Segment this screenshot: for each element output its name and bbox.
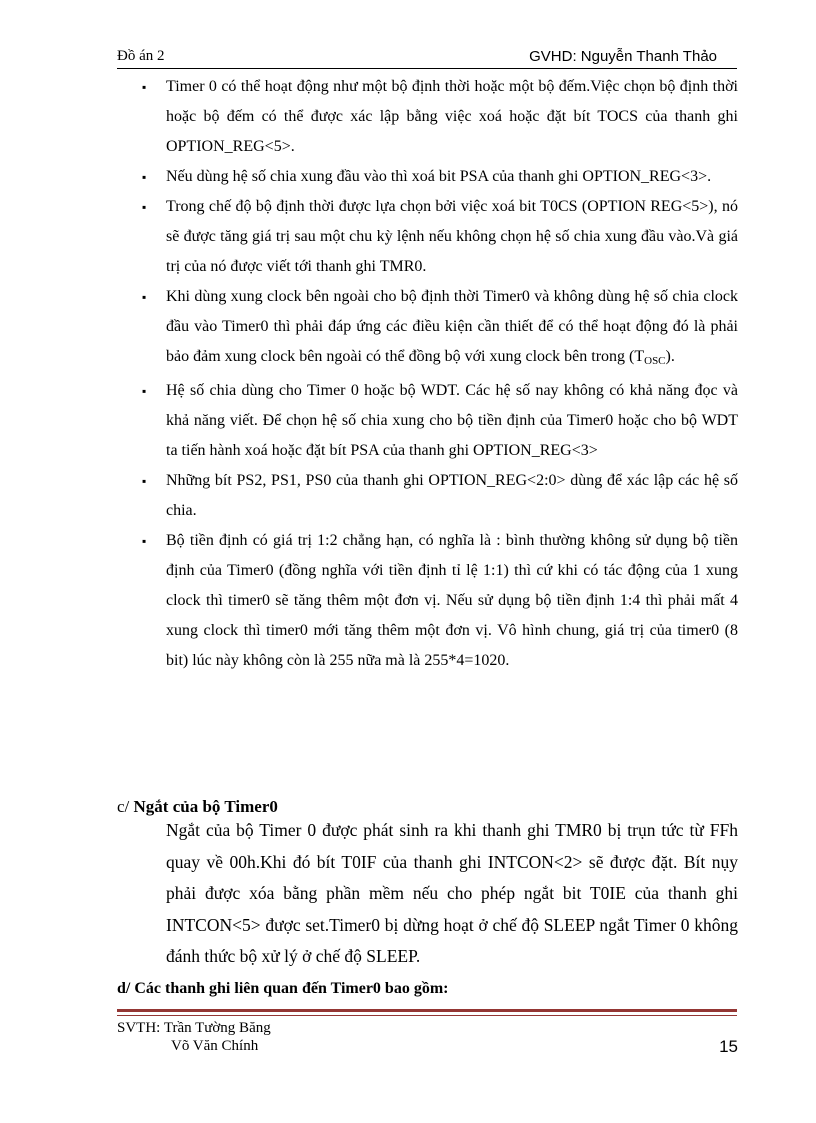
footer-student-2: Võ Văn Chính — [171, 1038, 259, 1054]
page-footer — [117, 1019, 737, 1055]
list-item-text — [166, 282, 738, 376]
list-item-text: Hệ số chia dùng cho Timer 0 hoặc bộ WDT. Các hệ số nay không có khả năng đọc và khả năng viết. Để chọn hệ số chia xung cho bộ tiền định của Timer0 hoặc cho bộ WDT ta tiến hành xoá hoặc đặt bít PSA của thanh ghi OPTION_REG<3> — [166, 382, 738, 459]
list-item-text: Bộ tiền định có giá trị 1:2 chẳng hạn, có nghĩa là : bình thường không sử dụng bộ tiền định của Timer0 (đồng nghĩa với tiền định tỉ lệ 1:1) thì cứ khi có tác động của 1 xung clock thì timer0 sẽ tăng thêm một đơn vị. Nếu sử dụng bộ tiền định 1:4 thì phải mất 4 xung clock thì timer0 mới tăng thêm một đơn vị. Vô hình chung, giá trị của timer0 (8 bit) lúc này không còn là 255 nữa mà là 255*4=1020. — [166, 532, 738, 669]
bullet-square-icon: ▪ — [142, 384, 147, 398]
section-c-paragraph: Ngắt của bộ Timer 0 được phát sinh ra khi thanh ghi TMR0 bị trụn tức từ FFh quay về 00h.Khi đó bít T0IF của thanh ghi INTCON<2> sẽ được đặt. Bít nụy phải được xóa bằng phần mềm nếu cho phép ngắt bit T0IE của thanh ghi INTCON<5> được set.Timer0 bị dừng hoạt ở chế độ SLEEP ngắt Timer 0 không đánh thức bộ xử lý ở chế độ SLEEP. — [166, 820, 738, 966]
bullet-square-icon: ▪ — [142, 534, 147, 548]
header-left: Đồ án 2 — [117, 48, 165, 64]
list-item-text: Timer 0 có thể hoạt động như một bộ định thời hoặc một bộ đếm.Việc chọn bộ định thời hoặc bộ đếm có thể được xác lập bằng việc xoá hoặc đặt bít TOCS của thanh ghi OPTION_REG<5>. — [166, 78, 738, 155]
list-item-text: Những bít PS2, PS1, PS0 của thanh ghi OPTION_REG<2:0> dùng để xác lập các hệ số chia. — [166, 472, 738, 519]
list-item-text: Trong chế độ bộ định thời được lựa chọn bởi việc xoá bit T0CS (OPTION REG<5>), nó sẽ được tăng giá trị sau một chu kỳ lệnh nếu không chọn hệ số chia xung đầu vào.Và giá trị của nó được viết tới thanh ghi TMR0. — [166, 198, 738, 275]
list-item-text: Nếu dùng hệ số chia xung đầu vào thì xoá bit PSA của thanh ghi OPTION_REG<3>. — [166, 168, 712, 185]
page-header — [117, 48, 737, 68]
list-item — [0, 466, 816, 526]
footer-student-1: SVTH: Trần Tường Băng — [117, 1020, 271, 1036]
subscript-osc: OSC — [644, 355, 666, 367]
list-item — [0, 162, 816, 192]
bullet-square-icon: ▪ — [142, 170, 147, 184]
bullet-list — [0, 72, 816, 676]
section-c-title: Ngắt của bộ Timer0 — [133, 797, 278, 816]
list-item — [0, 192, 816, 282]
bullet-square-icon: ▪ — [142, 200, 147, 214]
footer-rule-thin — [117, 1015, 737, 1016]
list-item-text-main: Khi dùng xung clock bên ngoài cho bộ định thời Timer0 và không dùng hệ số chia clock đầu vào Timer0 thì phải đáp ứng các điều kiện cần thiết để có thể hoạt động đó là phải bảo đảm xung clock bên ngoài có thể đồng bộ với xung clock bên trong (T — [166, 288, 738, 365]
list-item — [0, 72, 816, 162]
list-item — [0, 376, 816, 466]
section-c-prefix: c/ — [117, 797, 134, 816]
header-right: GVHD: Nguyễn Thanh Thảo — [529, 48, 717, 65]
footer-rule-thick — [117, 1009, 737, 1012]
bullet-square-icon: ▪ — [142, 474, 147, 488]
list-item-text-tail: ). — [665, 348, 675, 365]
bullet-square-icon: ▪ — [142, 80, 147, 94]
list-item — [0, 526, 816, 676]
page-number: 15 — [719, 1037, 738, 1056]
list-item — [0, 282, 816, 376]
bullet-square-icon: ▪ — [142, 290, 147, 304]
header-rule — [117, 68, 737, 69]
section-d-heading: d/ Các thanh ghi liên quan đến Timer0 bao gồm: — [117, 980, 449, 997]
